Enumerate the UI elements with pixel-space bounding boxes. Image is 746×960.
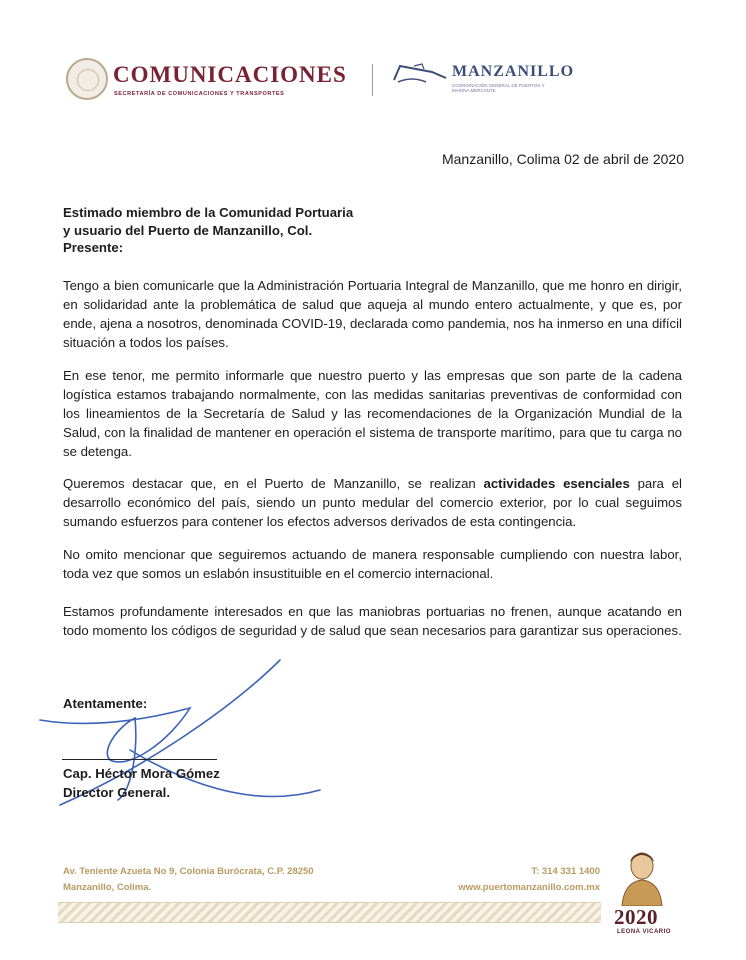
port-brand-subtitle: COORDINACIÓN GENERAL DE PUERTOS Y MARINA MERCANTE [452,83,545,93]
paragraph-text: para el desarrollo económico del país, siendo un punto medular del comercio exterior, por lo cual seguimos sumando esfuerzos para contener los efectos adversos derivados de esta contingencia. [63,476,682,529]
emphasized-text: actividades esenciales [483,476,630,491]
year-logo-text: 2020 [614,905,658,929]
letter-date: Manzanillo, Colima 02 de abril de 2020 [441,151,684,167]
salutation-line: y usuario del Puerto de Manzanillo, Col. [63,222,313,238]
ship-logo-icon [392,60,448,90]
body-paragraph-1: Tengo a bien comunicarle que la Administración Portuaria Integral de Manzanillo, que me honro en dirigir, en solidaridad ante la problemática de salud que aqueja al mundo entero actualmente, y que es, por ende, ajena a nosotros, denominada COVID-19, declarada como pandemia, nos ha inmerso en una difícil situación a todos los países. [63,278,682,350]
sct-brand-title: COMUNICACIONES [113,62,347,87]
header-divider [372,64,373,96]
salutation-line: Presente: [63,240,124,255]
body-paragraph-5: Estamos profundamente interesados en que las maniobras portuarias no frenen, aunque acatando en todo momento los códigos de seguridad y de salud que sean necesarios para garantizar sus operaciones. [63,604,682,638]
signature-line [62,759,217,760]
footer-address-line2: Manzanillo, Colima. [63,882,152,893]
signer-title: Director General. [63,785,171,800]
paragraph-text: Queremos destacar que, en el Puerto de Manzanillo, se realizan [63,476,484,491]
leona-vicario-portrait-icon [614,848,670,906]
year-logo-name: LEONA VICARIO [617,929,671,935]
footer-ornament-band [58,902,601,923]
body-paragraph-3 [63,474,682,531]
national-seal-icon [66,58,108,100]
salutation-block [63,204,353,257]
salutation-line: Estimado miembro de la Comunidad Portuaria [63,205,354,220]
footer-phone: T: 314 331 1400 [531,866,600,877]
body-paragraph-4: No omito mencionar que seguiremos actuando de manera responsable cumpliendo con nuestra labor, toda vez que somos un eslabón insustituible en el comercio internacional. [63,547,682,581]
footer-address-line1: Av. Teniente Azueta No 9, Colonia Burócrata, C.P. 28250 [63,866,314,877]
closing-text: Atentamente: [63,696,148,711]
footer-website: www.puertomanzanillo.com.mx [458,882,600,893]
signer-name: Cap. Héctor Mora Gómez [63,766,220,781]
port-brand-title: MANZANILLO [452,63,575,80]
body-paragraph-2: En ese tenor, me permito informarle que nuestro puerto y las empresas que son parte de la cadena logística estamos trabajando normalmente, con las medidas sanitarias preventivas de conformidad con los lineamientos de la Secretaría de Salud y las recomendaciones de la Organización Mundial de la Salud, con la finalidad de mantener en operación el sistema de transporte marítimo, para que tu carga no se detenga. [63,368,682,459]
sct-brand-subtitle: SECRETARÍA DE COMUNICACIONES Y TRANSPORTES [114,91,285,97]
